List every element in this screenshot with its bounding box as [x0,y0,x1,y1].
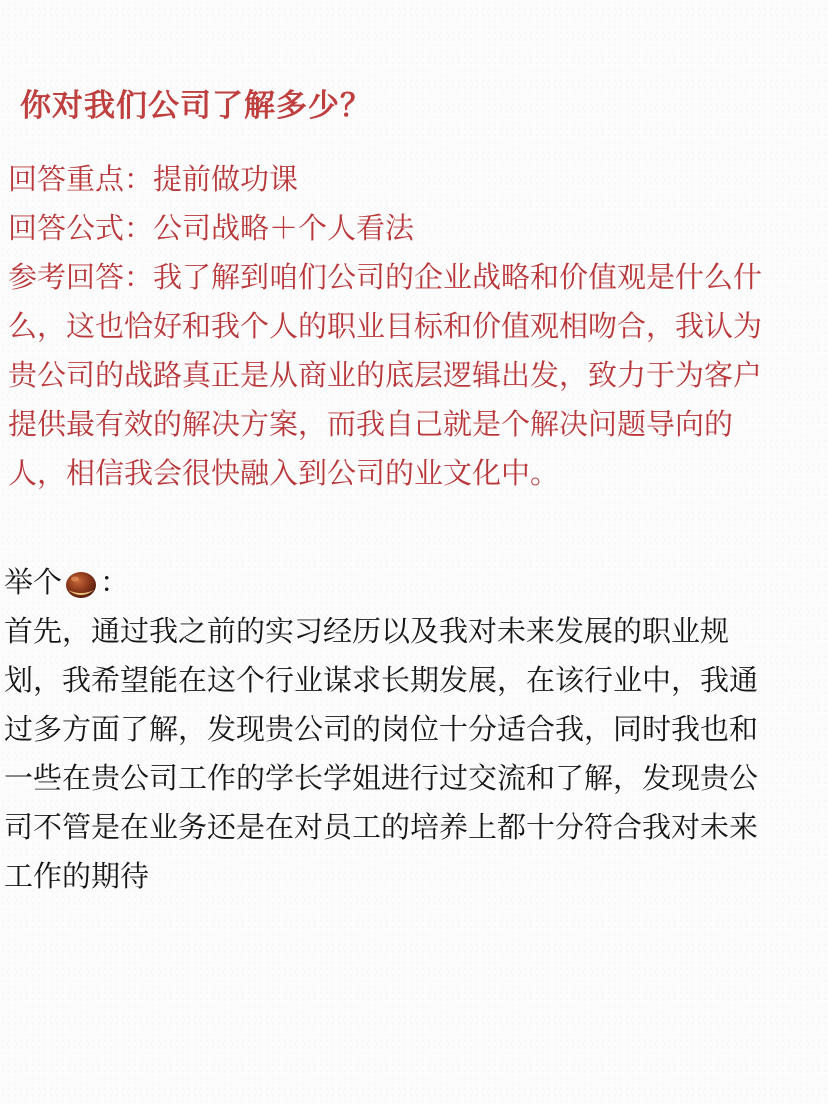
answer-reference-line: 贵公司的战路真正是从商业的底层逻辑出发，致力于为客户 [8,358,763,392]
answer-section [8,155,808,498]
example-line: 司不管是在业务还是在对员工的培养上都十分符合我对未来 [4,810,759,844]
answer-reference-line: 么，这也恰好和我个人的职业目标和价值观相吻合，我认为 [8,309,763,343]
answer-key-point: 回答重点：提前做功课 [8,162,299,196]
answer-reference-line: 参考回答：我了解到咱们公司的企业战略和价值观是什么什 [8,260,763,294]
example-line: 一些在贵公司工作的学长学姐进行过交流和了解，发现贵公 [4,761,759,795]
example-label: 举个 [4,565,63,599]
example-section [4,558,809,901]
answer-reference-line: 提供最有效的解决方案，而我自己就是个解决问题导向的 [8,407,734,441]
chestnut-icon [64,566,98,600]
answer-formula: 回答公式：公司战略＋个人看法 [8,211,415,245]
example-line: 过多方面了解，发现贵公司的岗位十分适合我，同时我也和 [4,712,759,746]
example-line: 首先，通过我之前的实习经历以及我对未来发展的职业规 [4,614,730,648]
answer-reference-line: 人，相信我会很快融入到公司的业文化中。 [8,456,560,490]
page-title: 你对我们公司了解多少？ [20,88,372,124]
example-line: 划，我希望能在这个行业谋求长期发展，在该行业中，我通 [4,663,759,697]
example-heading [4,558,809,607]
example-line: 工作的期待 [4,859,150,893]
example-colon: ： [100,565,130,599]
